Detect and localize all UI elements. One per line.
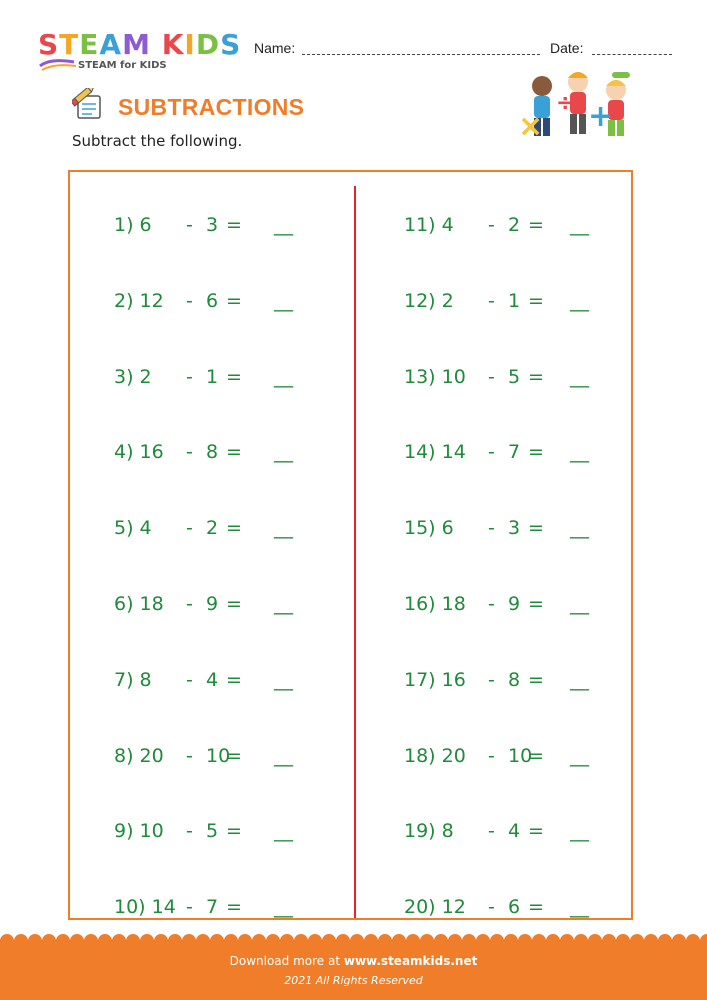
equals-sign: = (226, 745, 242, 767)
answer-blank[interactable]: __ (274, 214, 293, 236)
scallop-bump (378, 934, 392, 942)
problem-operand-b: 7 (206, 896, 219, 918)
logo-letter: A (99, 28, 123, 61)
problem-operand-b: 3 (508, 517, 521, 539)
problem-operand-b: 8 (206, 441, 219, 463)
answer-blank[interactable]: __ (570, 290, 589, 312)
scallop-bump (448, 934, 462, 942)
minus-sign: - (186, 896, 193, 918)
equals-sign: = (226, 366, 242, 388)
equals-sign: = (226, 820, 242, 842)
answer-blank[interactable]: __ (570, 214, 589, 236)
scallop-bump (140, 934, 154, 942)
minus-sign: - (488, 366, 495, 388)
worksheet-title: SUBTRACTIONS (118, 94, 305, 120)
scallop-bump (462, 934, 476, 942)
logo-letter: M (122, 28, 151, 61)
answer-blank[interactable]: __ (274, 517, 293, 539)
problem-operand-b: 9 (508, 593, 521, 615)
scallop-bump (154, 934, 168, 942)
answer-blank[interactable]: __ (274, 820, 293, 842)
answer-blank[interactable]: __ (570, 366, 589, 388)
equals-sign: = (528, 745, 544, 767)
scallop-bump (392, 934, 406, 942)
problem-operand-a: 7) 8 (114, 669, 152, 691)
answer-blank[interactable]: __ (570, 517, 589, 539)
problem-operand-b: 4 (508, 820, 521, 842)
answer-blank[interactable]: __ (274, 745, 293, 767)
logo-letter (151, 28, 162, 61)
answer-blank[interactable]: __ (274, 593, 293, 615)
equals-sign: = (528, 214, 544, 236)
scallop-bump (574, 934, 588, 942)
scallop-bump (182, 934, 196, 942)
minus-sign: - (186, 745, 193, 767)
equals-sign: = (226, 441, 242, 463)
scallop-bump (238, 934, 252, 942)
scallop-bump (196, 934, 210, 942)
equals-sign: = (528, 593, 544, 615)
logo-letter: T (59, 28, 80, 61)
scallop-bump (0, 934, 14, 942)
pencil-paper-icon (72, 88, 106, 122)
name-field[interactable] (302, 54, 540, 55)
problem-operand-a: 15) 6 (404, 517, 454, 539)
footer-rights: 2021 All Rights Reserved (284, 974, 423, 987)
equals-sign: = (528, 669, 544, 691)
logo-letter: K (161, 28, 185, 61)
scallop-bump (420, 934, 434, 942)
footer-site-link[interactable]: www.steamkids.net (343, 954, 478, 968)
minus-sign: - (186, 517, 193, 539)
minus-sign: - (488, 669, 495, 691)
minus-sign: - (186, 290, 193, 312)
scallop-bump (224, 934, 238, 942)
scallop-bump (686, 934, 700, 942)
problem-operand-b: 9 (206, 593, 219, 615)
scallop-bump (112, 934, 126, 942)
footer-download (0, 954, 707, 968)
scallop-bump (476, 934, 490, 942)
scallop-bump (210, 934, 224, 942)
scallop-bump (308, 934, 322, 942)
scallop-bump (70, 934, 84, 942)
answer-blank[interactable]: __ (570, 669, 589, 691)
problem-operand-b: 4 (206, 669, 219, 691)
logo-swoosh-icon (38, 56, 78, 72)
problem-operand-a: 13) 10 (404, 366, 466, 388)
problem-operand-b: 6 (508, 896, 521, 918)
footer (0, 940, 707, 1000)
kids-math-illustration (516, 66, 646, 156)
scallop-bump (84, 934, 98, 942)
scallop-bump (546, 934, 560, 942)
scallop-bump (434, 934, 448, 942)
problem-operand-a: 19) 8 (404, 820, 454, 842)
scallop-bump (658, 934, 672, 942)
scallop-bump (252, 934, 266, 942)
logo-subtitle: STEAM for KIDS (78, 60, 167, 71)
problem-operand-b: 5 (508, 366, 521, 388)
problem-operand-a: 8) 20 (114, 745, 164, 767)
logo-letter: S (38, 28, 60, 61)
problem-operand-b: 6 (206, 290, 219, 312)
problem-operand-b: 3 (206, 214, 219, 236)
logo-letter: E (79, 28, 100, 61)
equals-sign: = (226, 896, 242, 918)
scallop-bump (700, 934, 707, 942)
scallop-bump (406, 934, 420, 942)
problem-operand-b: 2 (508, 214, 521, 236)
scallop-bump (672, 934, 686, 942)
equals-sign: = (226, 214, 242, 236)
answer-blank[interactable]: __ (570, 441, 589, 463)
answer-blank[interactable]: __ (274, 290, 293, 312)
instructions: Subtract the following. (72, 132, 243, 150)
problem-operand-b: 10 (206, 745, 231, 767)
scallop-bump (588, 934, 602, 942)
minus-sign: - (186, 441, 193, 463)
scallop-bump (322, 934, 336, 942)
minus-sign: - (488, 745, 495, 767)
logo-letter: I (184, 28, 196, 61)
logo-letter: D (195, 28, 221, 61)
problem-operand-b: 2 (206, 517, 219, 539)
problem-operand-b: 7 (508, 441, 521, 463)
equals-sign: = (226, 290, 242, 312)
scallop-bump (560, 934, 574, 942)
footer-scallop-edge (0, 932, 707, 942)
answer-blank[interactable]: __ (274, 366, 293, 388)
minus-sign: - (488, 896, 495, 918)
scallop-bump (616, 934, 630, 942)
equals-sign: = (528, 290, 544, 312)
problem-operand-a: 10) 14 (114, 896, 176, 918)
equals-sign: = (528, 441, 544, 463)
minus-sign: - (186, 669, 193, 691)
problem-operand-a: 20) 12 (404, 896, 466, 918)
name-label: Name: (254, 40, 296, 56)
problem-operand-a: 9) 10 (114, 820, 164, 842)
scallop-bump (28, 934, 42, 942)
equals-sign: = (226, 593, 242, 615)
answer-blank[interactable]: __ (570, 896, 589, 918)
answer-blank[interactable]: __ (274, 669, 293, 691)
problem-operand-a: 3) 2 (114, 366, 152, 388)
scallop-bump (126, 934, 140, 942)
minus-sign: - (488, 214, 495, 236)
scallop-bump (504, 934, 518, 942)
worksheet-frame (68, 170, 633, 920)
scallop-bump (644, 934, 658, 942)
scallop-bump (280, 934, 294, 942)
svg-text:÷: ÷ (556, 91, 575, 116)
problem-operand-a: 5) 4 (114, 517, 152, 539)
scallop-bump (56, 934, 70, 942)
problem-operand-a: 4) 16 (114, 441, 164, 463)
scallop-bump (602, 934, 616, 942)
scallop-bump (294, 934, 308, 942)
problem-operand-a: 11) 4 (404, 214, 454, 236)
problem-operand-b: 1 (206, 366, 219, 388)
equals-sign: = (226, 517, 242, 539)
minus-sign: - (186, 820, 193, 842)
problem-operand-b: 10 (508, 745, 533, 767)
problem-operand-a: 2) 12 (114, 290, 164, 312)
problem-operand-a: 17) 16 (404, 669, 466, 691)
answer-blank[interactable]: __ (570, 593, 589, 615)
scallop-bump (350, 934, 364, 942)
problem-operand-a: 16) 18 (404, 593, 466, 615)
answer-blank[interactable]: __ (570, 820, 589, 842)
minus-sign: - (186, 214, 193, 236)
minus-sign: - (186, 593, 193, 615)
scallop-bump (630, 934, 644, 942)
problem-operand-a: 6) 18 (114, 593, 164, 615)
scallop-bump (336, 934, 350, 942)
equals-sign: = (226, 669, 242, 691)
equals-sign: = (528, 820, 544, 842)
scallop-bump (266, 934, 280, 942)
scallop-bump (364, 934, 378, 942)
minus-sign: - (186, 366, 193, 388)
minus-sign: - (488, 820, 495, 842)
scallop-bump (98, 934, 112, 942)
equals-sign: = (528, 517, 544, 539)
answer-blank[interactable]: __ (570, 745, 589, 767)
scallop-bump (532, 934, 546, 942)
scallop-bump (42, 934, 56, 942)
footer-download-prefix: Download more at (229, 954, 341, 968)
scallop-bump (490, 934, 504, 942)
steam-kids-logo (38, 28, 242, 74)
date-field[interactable] (592, 54, 672, 55)
problem-operand-b: 1 (508, 290, 521, 312)
problem-operand-b: 5 (206, 820, 219, 842)
answer-blank[interactable]: __ (274, 441, 293, 463)
problem-operand-a: 12) 2 (404, 290, 454, 312)
column-divider (354, 186, 356, 918)
svg-text:×: × (518, 109, 544, 144)
scallop-bump (168, 934, 182, 942)
problem-operand-a: 14) 14 (404, 441, 466, 463)
scallop-bump (518, 934, 532, 942)
logo-letter: S (220, 28, 242, 61)
problem-operand-a: 18) 20 (404, 745, 466, 767)
equals-sign: = (528, 896, 544, 918)
svg-text:+: + (588, 99, 614, 134)
answer-blank[interactable]: __ (274, 896, 293, 918)
date-label: Date: (550, 40, 584, 56)
minus-sign: - (488, 441, 495, 463)
equals-sign: = (528, 366, 544, 388)
problem-operand-b: 8 (508, 669, 521, 691)
minus-sign: - (488, 517, 495, 539)
problem-operand-a: 1) 6 (114, 214, 152, 236)
minus-sign: - (488, 290, 495, 312)
minus-sign: - (488, 593, 495, 615)
scallop-bump (14, 934, 28, 942)
